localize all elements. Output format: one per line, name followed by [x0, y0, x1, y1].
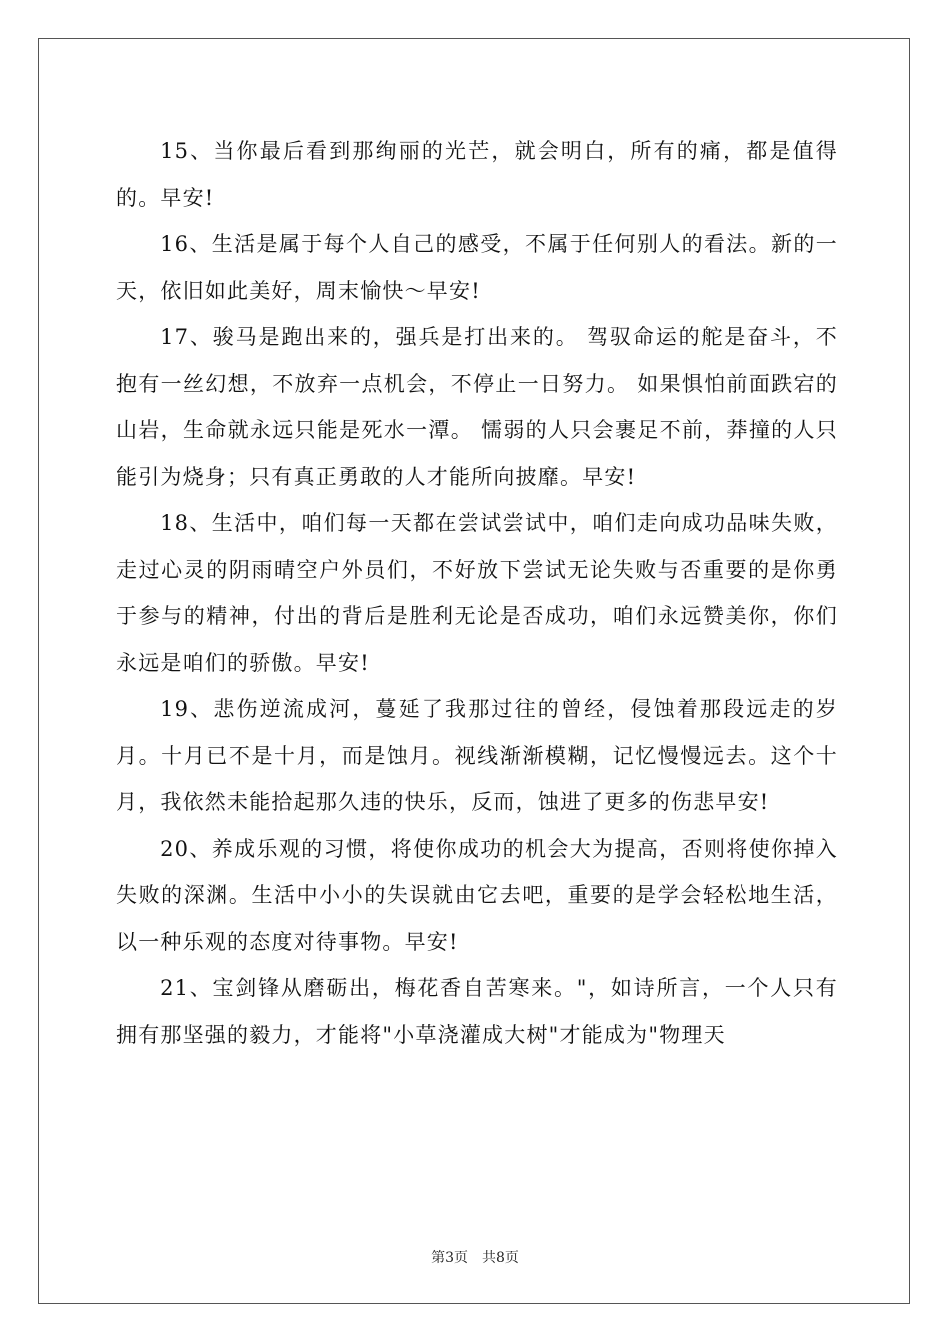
paragraph-20: 20、养成乐观的习惯，将使你成功的机会大为提高，否则将使你掉入失败的深渊。生活中小小的失误就由它去吧，重要的是学会轻松地生活，以一种乐观的态度对待事物。早安! [116, 836, 838, 954]
paragraph-19: 19、悲伤逆流成河，蔓延了我那过往的曾经，侵蚀着那段远走的岁月。十月已不是十月，而是蚀月。视线渐渐模糊，记忆慢慢远去。这个十月，我依然未能拾起那久违的快乐，反而，蚀进了更多的伤悲早安! [116, 697, 838, 814]
paragraph-17: 17、骏马是跑出来的，强兵是打出来的。 驾驭命运的舵是奋斗，不抱有一丝幻想，不放弃一点机会，不停止一日努力。 如果惧怕前面跌宕的山岩，生命就永远只能是死水一潭。 懦弱的人只会裹足不前，莽撞的人只能引为烧身；只有真正勇敢的人才能所向披靡。早安! [116, 325, 838, 489]
page-number-footer: 第3页 共8页 [431, 1250, 519, 1266]
paragraph-15: 15、当你最后看到那绚丽的光芒，就会明白，所有的痛，都是值得的。早安! [116, 139, 838, 210]
paragraph-18: 18、生活中，咱们每一天都在尝试尝试中，咱们走向成功品味失败，走过心灵的阴雨晴空户外员们，不好放下尝试无论失败与否重要的是你勇于参与的精神，付出的背后是胜利无论是否成功，咱们永远赞美你，你们永远是咱们的骄傲。早安! [116, 511, 838, 675]
paragraph-21: 21、宝剑锋从磨砺出，梅花香自苦寒来。"，如诗所言，一个人只有拥有那坚强的毅力，才能将"小草浇灌成大树"才能成为"物理天 [116, 976, 838, 1047]
paragraph-16: 16、生活是属于每个人自己的感受，不属于任何别人的看法。新的一天，依旧如此美好，周末愉快～早安! [116, 232, 838, 303]
document-body [116, 128, 838, 1058]
